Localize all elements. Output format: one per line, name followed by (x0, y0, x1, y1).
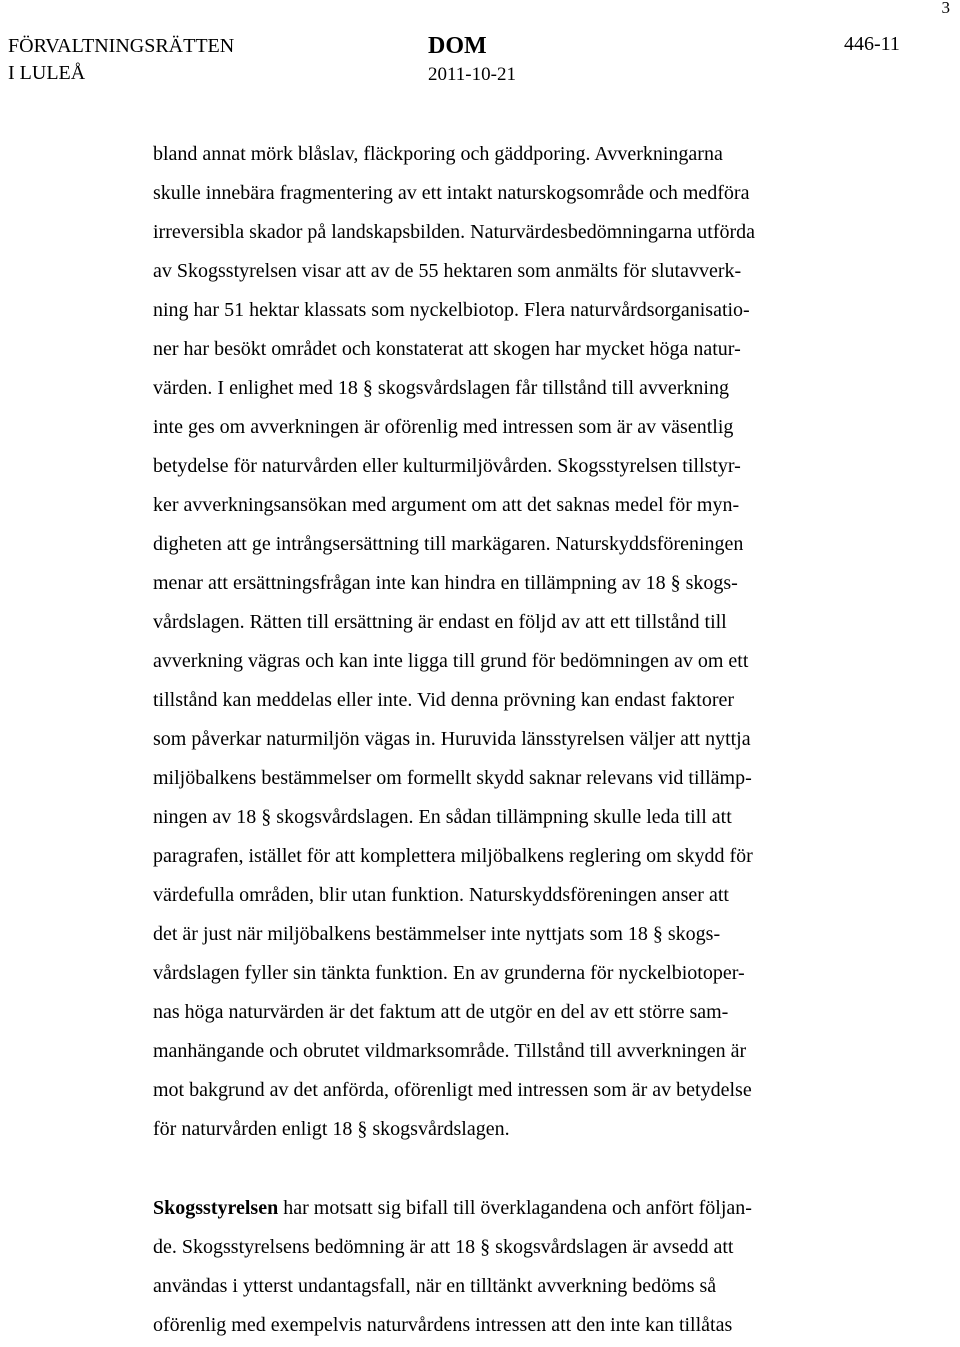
body-line-lead (153, 1195, 752, 1221)
body-line: ningen av 18 § skogsvårdslagen. En sådan tillämpning skulle leda till att (153, 806, 732, 828)
body-line: tillstånd kan meddelas eller inte. Vid denna prövning kan endast faktorer (153, 689, 735, 711)
body-line: det är just när miljöbalkens bestämmelser inte nyttjats som 18 § skogs- (153, 923, 721, 945)
body-line: vårdslagen. Rätten till ersättning är endast en följd av att ett tillstånd till (153, 611, 727, 633)
body-line: ker avverkningsansökan med argument om att det saknas medel för myn- (153, 494, 740, 516)
body-line: användas i ytterst undantagsfall, när en tilltänkt avverkning bedöms så (153, 1275, 717, 1297)
body-line: betydelse för naturvården eller kulturmiljövården. Skogsstyrelsen tillstyr- (153, 455, 741, 477)
body-line: menar att ersättningsfrågan inte kan hindra en tillämpning av 18 § skogs- (153, 572, 738, 594)
lead-text: har motsatt sig bifall till överklagandena och anfört följan- (278, 1197, 752, 1219)
body-line: bland annat mörk blåslav, fläckporing och gäddporing. Avverkningarna (153, 143, 723, 165)
document-type: DOM (428, 33, 487, 59)
body-line: ning har 51 hektar klassats som nyckelbiotop. Flera naturvårdsorganisatio- (153, 299, 750, 321)
court-name (8, 33, 234, 87)
body-line: värdefulla områden, blir utan funktion. Naturskyddsföreningen anser att (153, 884, 729, 906)
body-line: skulle innebära fragmentering av ett intakt naturskogsområde och medföra (153, 182, 750, 204)
body-line: nas höga naturvärden är det faktum att de utgör en del av ett större sam- (153, 1001, 729, 1023)
body-line: värden. I enlighet med 18 § skogsvårdslagen får tillstånd till avverkning (153, 377, 729, 399)
court-name-line1: FÖRVALTNINGSRÄTTEN (8, 35, 235, 57)
body-line: de. Skogsstyrelsens bedömning är att 18 § skogsvårdslagen är avsedd att (153, 1236, 734, 1258)
page-number: 3 (941, 0, 950, 17)
body-line: mot bakgrund av det anförda, oförenligt med intressen som är av betydelse (153, 1079, 752, 1101)
body-line: som påverkar naturmiljön vägas in. Huruvida länsstyrelsen väljer att nyttja (153, 728, 751, 750)
case-number: 446-11 (844, 33, 900, 55)
body-line: paragrafen, istället för att komplettera miljöbalkens reglering om skydd för (153, 845, 753, 867)
body-line: för naturvården enligt 18 § skogsvårdslagen. (153, 1118, 510, 1140)
document-date: 2011-10-21 (428, 64, 516, 85)
document-type-block (428, 33, 516, 88)
body-line: vårdslagen fyller sin tänkta funktion. En av grunderna för nyckelbiotoper- (153, 962, 745, 984)
body-line: irreversibla skador på landskapsbilden. Naturvärdesbedömningarna utförda (153, 221, 756, 243)
body-line: miljöbalkens bestämmelser om formellt skydd saknar relevans vid tillämp- (153, 767, 752, 789)
body-line: oförenlig med exempelvis naturvårdens intressen att den inte kan tillåtas (153, 1314, 733, 1336)
body-line: inte ges om avverkningen är oförenlig med intressen som är av väsentlig (153, 416, 734, 438)
body-line: avverkning vägras och kan inte ligga till grund för bedömningen av om ett (153, 650, 749, 672)
body-line: ner har besökt området och konstaterat att skogen har mycket höga natur- (153, 338, 741, 360)
party-name: Skogsstyrelsen (153, 1197, 279, 1219)
body-line: manhängande och obrutet vildmarksområde. Tillstånd till avverkningen är (153, 1040, 747, 1062)
body-line: digheten att ge intrångsersättning till markägaren. Naturskyddsföreningen (153, 533, 744, 555)
body-line: av Skogsstyrelsen visar att av de 55 hektaren som anmälts för slutavverk- (153, 260, 742, 282)
court-name-line2: I LULEÅ (8, 62, 86, 84)
